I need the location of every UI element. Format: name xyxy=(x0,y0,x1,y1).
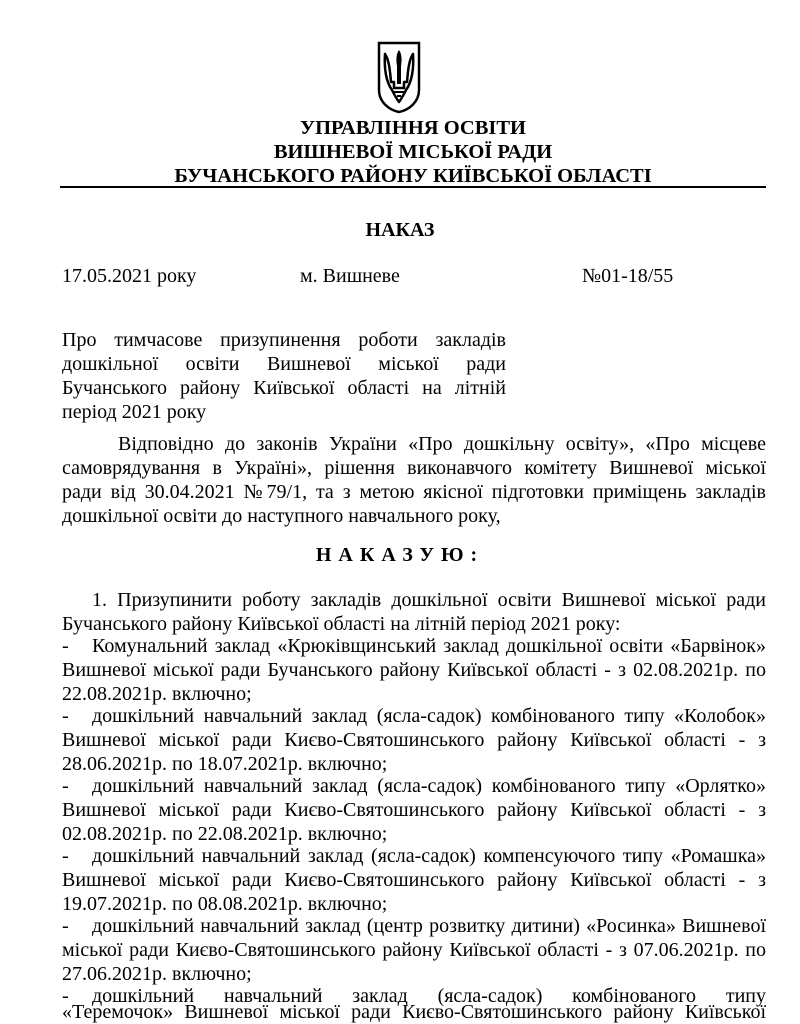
list-dash: - xyxy=(62,775,69,797)
org-name-line-2: ВИШНЕВОЇ МІСЬКОЇ РАДИ xyxy=(273,141,553,163)
document-city: м. Вишневе xyxy=(300,265,400,287)
subject-line: Бучанського району Київської області на літній xyxy=(62,377,506,399)
coat-of-arms-icon xyxy=(376,40,422,114)
list-item-line: 27.06.2021р. включно; xyxy=(62,963,252,985)
list-dash: - xyxy=(62,915,69,937)
list-item-line: Вишневої міської ради Києво-Святошинського району Київської області - з xyxy=(62,799,766,821)
list-item-line: Вишневої міської ради Києво-Святошинського району Київської області - з xyxy=(62,729,766,751)
document-date: 17.05.2021 року xyxy=(62,265,197,287)
list-item-line: Вишневої міської ради Києво-Святошинського району Київської області - з xyxy=(62,869,766,891)
org-name-line-3: БУЧАНСЬКОГО РАЙОНУ КИЇВСЬКОЇ ОБЛАСТІ xyxy=(174,165,652,187)
order-subject xyxy=(62,328,506,424)
subject-line: період 2021 року xyxy=(62,401,207,423)
list-item-line: «Теремочок» Вишневої міської ради Києво-Святошинського району Київської xyxy=(62,1001,766,1023)
list-item-line: дошкільний навчальний заклад (ясла-садок) комбінованого типу «Колобок» xyxy=(92,705,766,727)
list-dash: - xyxy=(62,635,69,657)
header-divider xyxy=(60,186,766,188)
list-item-line: дошкільний навчальний заклад (центр розвитку дитини) «Росинка» Вишневої xyxy=(92,915,766,937)
subject-line: Про тимчасове призупинення роботи закладів xyxy=(62,329,506,351)
subject-line: дошкільної освіти Вишневої міської ради xyxy=(62,353,506,375)
list-item-line: міської ради Києво-Святошинського району Київської області - з 07.06.2021р. по xyxy=(62,939,766,961)
list-item-line: 22.08.2021р. включно; xyxy=(62,683,252,705)
preamble-line: самоврядування в Україні», рішення виконавчого комітету Вишневої міської xyxy=(62,457,766,479)
list-item-line: Комунальний заклад «Крюківщинський заклад дошкільної освіти «Барвінок» xyxy=(92,635,766,657)
list-item-line: 02.08.2021р. по 22.08.2021р. включно; xyxy=(62,823,388,845)
preamble-line: Відповідно до законів України «Про дошкільну освіту», «Про місцеве xyxy=(118,433,766,455)
list-item-line: Вишневої міської ради Бучанського району Київської області - з 02.08.2021р. по xyxy=(62,659,766,681)
list-item-line: 19.07.2021р. по 08.08.2021р. включно; xyxy=(62,893,388,915)
document-type: НАКАЗ xyxy=(365,219,435,241)
item-1-line: Бучанського району Київської області на літній період 2021 року: xyxy=(62,613,621,635)
list-item-line: дошкільний навчальний заклад (ясла-садок) компенсуючого типу «Ромашка» xyxy=(92,845,766,867)
order-heading: НАКАЗУЮ: xyxy=(315,544,485,566)
list-dash: - xyxy=(62,985,69,1007)
list-item-line: дошкільний навчальний заклад (ясла-садок) комбінованого типу xyxy=(92,985,766,1007)
item-1-line: 1. Призупинити роботу закладів дошкільної освіти Вишневої міської ради xyxy=(92,589,766,611)
document-number: №01-18/55 xyxy=(582,265,674,287)
org-name-line-1: УПРАВЛІННЯ ОСВІТИ xyxy=(300,117,526,139)
list-dash: - xyxy=(62,705,69,727)
list-dash: - xyxy=(62,845,69,867)
list-item-line: 28.06.2021р. по 18.07.2021р. включно; xyxy=(62,753,388,775)
preamble-line: дошкільної освіти до наступного навчального року, xyxy=(62,505,501,527)
list-item-line: дошкільний навчальний заклад (ясла-садок) комбінованого типу «Орлятко» xyxy=(92,775,766,797)
preamble-line: ради від 30.04.2021 №79/1, та з метою якісної підготовки приміщень закладів xyxy=(62,481,766,503)
